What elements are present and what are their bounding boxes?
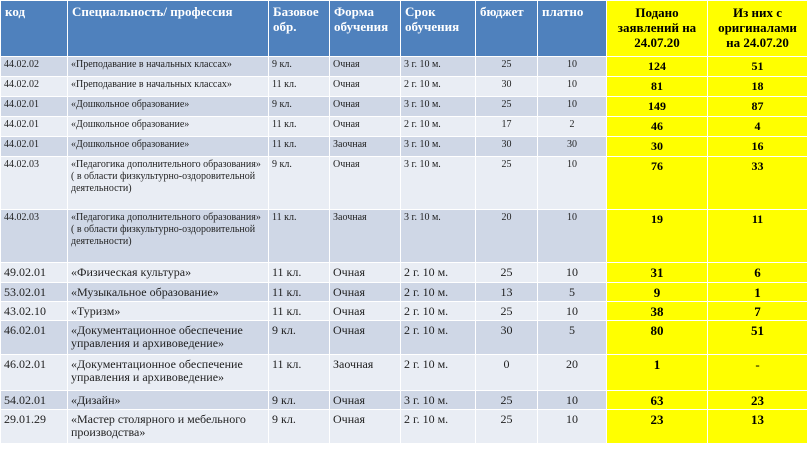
cell-budget: 25 xyxy=(476,391,538,410)
cell-form: Очная xyxy=(330,283,401,302)
table-row xyxy=(1,77,807,97)
cell-term: 2 г. 10 м. xyxy=(401,302,476,321)
cell-paid: 10 xyxy=(538,97,607,117)
cell-form: Очная xyxy=(330,302,401,321)
cell-form: Заочная xyxy=(330,210,401,263)
cell-paid: 10 xyxy=(538,391,607,410)
cell-specialty: «Дошкольное образование» xyxy=(68,117,269,137)
cell-applied: 19 xyxy=(607,210,708,263)
cell-specialty: «Документационное обеспечение управления и архивоведение» xyxy=(68,321,269,355)
header-originals: Из них с оригиналами на 24.07.20 xyxy=(708,1,807,57)
cell-originals: 4 xyxy=(708,117,807,137)
cell-specialty: «Музыкальное образование» xyxy=(68,283,269,302)
cell-term: 3 г. 10 м. xyxy=(401,137,476,157)
table-row xyxy=(1,157,807,210)
cell-code: 44.02.03 xyxy=(1,210,68,263)
cell-applied: 23 xyxy=(607,410,708,444)
table-row xyxy=(1,410,807,444)
table-row xyxy=(1,97,807,117)
header-applied: Подано заявлений на 24.07.20 xyxy=(607,1,708,57)
cell-code: 44.02.01 xyxy=(1,117,68,137)
cell-paid: 5 xyxy=(538,283,607,302)
cell-specialty: «Преподавание в начальных классах» xyxy=(68,77,269,97)
cell-base: 9 кл. xyxy=(269,410,330,444)
cell-applied: 80 xyxy=(607,321,708,355)
cell-originals: 1 xyxy=(708,283,807,302)
cell-base: 11 кл. xyxy=(269,117,330,137)
table-row xyxy=(1,283,807,302)
cell-paid: 10 xyxy=(538,263,607,283)
table-row xyxy=(1,391,807,410)
cell-originals: 7 xyxy=(708,302,807,321)
cell-originals: 13 xyxy=(708,410,807,444)
cell-specialty: «Педагогика дополнительного образования» ( в области физкультурно-оздоровительной деятельности) xyxy=(68,157,269,210)
cell-code: 53.02.01 xyxy=(1,283,68,302)
cell-base: 9 кл. xyxy=(269,391,330,410)
cell-applied: 76 xyxy=(607,157,708,210)
header-study-term: Срок обучения xyxy=(401,1,476,57)
cell-originals: 6 xyxy=(708,263,807,283)
cell-applied: 81 xyxy=(607,77,708,97)
cell-budget: 25 xyxy=(476,410,538,444)
cell-term: 3 г. 10 м. xyxy=(401,157,476,210)
cell-applied: 149 xyxy=(607,97,708,117)
table-row xyxy=(1,321,807,355)
cell-form: Очная xyxy=(330,157,401,210)
cell-code: 44.02.01 xyxy=(1,97,68,117)
cell-base: 9 кл. xyxy=(269,321,330,355)
cell-applied: 46 xyxy=(607,117,708,137)
cell-form: Очная xyxy=(330,391,401,410)
cell-originals: - xyxy=(708,355,807,391)
header-base-education: Базовое обр. xyxy=(269,1,330,57)
cell-originals: 16 xyxy=(708,137,807,157)
cell-term: 2 г. 10 м. xyxy=(401,117,476,137)
cell-term: 3 г. 10 м. xyxy=(401,97,476,117)
cell-base: 11 кл. xyxy=(269,137,330,157)
table-row xyxy=(1,57,807,77)
cell-code: 44.02.02 xyxy=(1,57,68,77)
cell-budget: 17 xyxy=(476,117,538,137)
cell-term: 2 г. 10 м. xyxy=(401,355,476,391)
cell-base: 11 кл. xyxy=(269,210,330,263)
cell-specialty: «Преподавание в начальных классах» xyxy=(68,57,269,77)
cell-specialty: «Документационное обеспечение управления и архивоведение» xyxy=(68,355,269,391)
cell-code: 46.02.01 xyxy=(1,321,68,355)
cell-paid: 10 xyxy=(538,77,607,97)
cell-specialty: «Мастер столярного и мебельного производства» xyxy=(68,410,269,444)
cell-form: Очная xyxy=(330,410,401,444)
cell-budget: 0 xyxy=(476,355,538,391)
cell-base: 11 кл. xyxy=(269,77,330,97)
cell-originals: 51 xyxy=(708,57,807,77)
header-row xyxy=(1,1,807,57)
cell-code: 46.02.01 xyxy=(1,355,68,391)
cell-applied: 124 xyxy=(607,57,708,77)
cell-applied: 38 xyxy=(607,302,708,321)
cell-paid: 2 xyxy=(538,117,607,137)
cell-base: 11 кл. xyxy=(269,355,330,391)
cell-budget: 30 xyxy=(476,137,538,157)
cell-budget: 20 xyxy=(476,210,538,263)
table-row xyxy=(1,263,807,283)
table-row xyxy=(1,117,807,137)
cell-base: 11 кл. xyxy=(269,263,330,283)
cell-form: Очная xyxy=(330,57,401,77)
cell-form: Очная xyxy=(330,117,401,137)
cell-form: Очная xyxy=(330,263,401,283)
cell-specialty: «Туризм» xyxy=(68,302,269,321)
table-row xyxy=(1,210,807,263)
cell-code: 44.02.02 xyxy=(1,77,68,97)
cell-term: 2 г. 10 м. xyxy=(401,321,476,355)
cell-form: Заочная xyxy=(330,137,401,157)
cell-originals: 18 xyxy=(708,77,807,97)
cell-originals: 23 xyxy=(708,391,807,410)
cell-applied: 9 xyxy=(607,283,708,302)
cell-specialty: «Физическая культура» xyxy=(68,263,269,283)
cell-paid: 10 xyxy=(538,210,607,263)
cell-base: 11 кл. xyxy=(269,283,330,302)
cell-paid: 5 xyxy=(538,321,607,355)
cell-budget: 30 xyxy=(476,77,538,97)
cell-code: 29.01.29 xyxy=(1,410,68,444)
cell-specialty: «Дошкольное образование» xyxy=(68,97,269,117)
cell-budget: 25 xyxy=(476,263,538,283)
cell-applied: 63 xyxy=(607,391,708,410)
cell-term: 2 г. 10 м. xyxy=(401,263,476,283)
cell-specialty: «Дизайн» xyxy=(68,391,269,410)
table-row xyxy=(1,355,807,391)
cell-paid: 30 xyxy=(538,137,607,157)
cell-specialty: «Дошкольное образование» xyxy=(68,137,269,157)
cell-term: 3 г. 10 м. xyxy=(401,57,476,77)
cell-paid: 10 xyxy=(538,157,607,210)
cell-budget: 25 xyxy=(476,57,538,77)
cell-code: 44.02.01 xyxy=(1,137,68,157)
header-code: код xyxy=(1,1,68,57)
cell-budget: 25 xyxy=(476,302,538,321)
cell-originals: 87 xyxy=(708,97,807,117)
cell-code: 43.02.10 xyxy=(1,302,68,321)
cell-form: Заочная xyxy=(330,355,401,391)
cell-base: 9 кл. xyxy=(269,57,330,77)
cell-paid: 10 xyxy=(538,410,607,444)
header-specialty: Специальность/ профессия xyxy=(68,1,269,57)
cell-code: 49.02.01 xyxy=(1,263,68,283)
cell-base: 9 кл. xyxy=(269,157,330,210)
cell-code: 44.02.03 xyxy=(1,157,68,210)
cell-applied: 1 xyxy=(607,355,708,391)
cell-applied: 30 xyxy=(607,137,708,157)
header-paid: платно xyxy=(538,1,607,57)
cell-paid: 20 xyxy=(538,355,607,391)
table-row xyxy=(1,137,807,157)
cell-paid: 10 xyxy=(538,302,607,321)
cell-form: Очная xyxy=(330,321,401,355)
cell-applied: 31 xyxy=(607,263,708,283)
cell-originals: 51 xyxy=(708,321,807,355)
cell-originals: 11 xyxy=(708,210,807,263)
cell-term: 3 г. 10 м. xyxy=(401,391,476,410)
cell-term: 2 г. 10 м. xyxy=(401,77,476,97)
cell-paid: 10 xyxy=(538,57,607,77)
cell-specialty: «Педагогика дополнительного образования» ( в области физкультурно-оздоровительной деятельности) xyxy=(68,210,269,263)
cell-term: 2 г. 10 м. xyxy=(401,283,476,302)
header-study-form: Форма обучения xyxy=(330,1,401,57)
header-budget: бюджет xyxy=(476,1,538,57)
cell-budget: 25 xyxy=(476,157,538,210)
cell-code: 54.02.01 xyxy=(1,391,68,410)
cell-base: 9 кл. xyxy=(269,97,330,117)
cell-form: Очная xyxy=(330,97,401,117)
cell-form: Очная xyxy=(330,77,401,97)
table-row xyxy=(1,302,807,321)
cell-term: 2 г. 10 м. xyxy=(401,410,476,444)
cell-originals: 33 xyxy=(708,157,807,210)
cell-budget: 30 xyxy=(476,321,538,355)
cell-budget: 13 xyxy=(476,283,538,302)
cell-term: 3 г. 10 м. xyxy=(401,210,476,263)
cell-budget: 25 xyxy=(476,97,538,117)
cell-base: 11 кл. xyxy=(269,302,330,321)
